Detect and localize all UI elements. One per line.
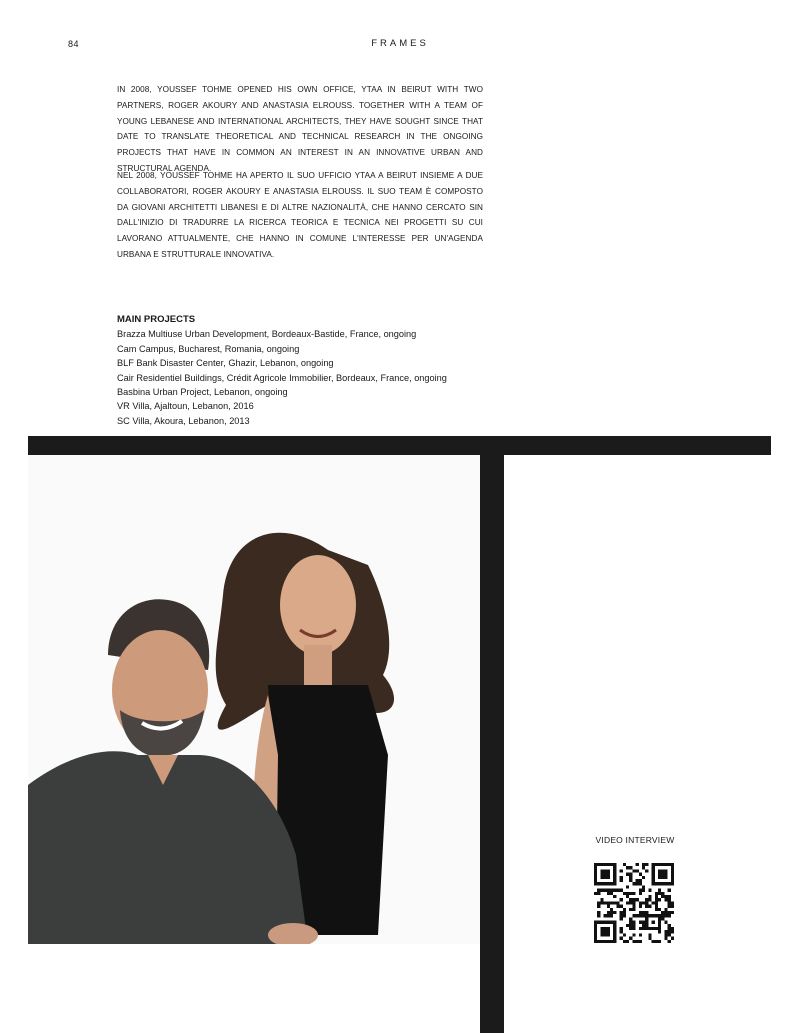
project-item: BLF Bank Disaster Center, Ghazir, Lebanon, ongoing xyxy=(117,358,334,369)
main-projects-title: MAIN PROJECTS xyxy=(117,314,196,325)
page-number: 84 xyxy=(68,39,80,49)
qr-code-icon[interactable] xyxy=(594,863,674,943)
project-item: SC Villa, Akoura, Lebanon, 2013 xyxy=(117,415,250,426)
italian-paragraph: NEL 2008, YOUSSEF TOHME HA APERTO IL SUO UFFICIO YTAA A BEIRUT INSIEME A DUE COLLABORATORI, ROGER AKOURY E ANASTASIA ELROUSS. IL SUO TEAM È COMPOSTO DA GIOVANI ARCHITETTI LIBANESI E DI ALTRE NAZIONALITÀ, CHE HANNO CERCATO SIN DALL'INIZIO DI TRADURRE LA RICERCA TEORICA E TECNICA NEI PROGETTI SU CUI LAVORANO ATTUALMENTE, CHE HANNO IN COMUNE L'INTERESSE PER UN'AGENDA URBANA E STRUTTURALE INNOVATIVA. xyxy=(117,171,483,259)
video-interview-label: VIDEO INTERVIEW xyxy=(595,835,675,845)
vertical-frame-bar xyxy=(480,436,504,1033)
project-item: Basbina Urban Project, Lebanon, ongoing xyxy=(117,387,288,398)
project-item: Brazza Multiuse Urban Development, Bordeaux-Bastide, France, ongoing xyxy=(117,329,417,340)
projects-list xyxy=(117,327,537,428)
main-projects-section xyxy=(117,313,537,428)
project-item: VR Villa, Ajaltoun, Lebanon, 2016 xyxy=(117,401,254,412)
running-title: FRAMES xyxy=(371,38,429,49)
project-item: Cam Campus, Bucharest, Romania, ongoing xyxy=(117,343,300,354)
portrait-photo xyxy=(28,455,480,944)
project-item: Cair Residentiel Buildings, Crédit Agricole Immobilier, Bordeaux, France, ongoing xyxy=(117,372,447,383)
english-paragraph: IN 2008, YOUSSEF TOHME OPENED HIS OWN OFFICE, YTAA IN BEIRUT WITH TWO PARTNERS, ROGER AKOURY AND ANASTASIA ELROUSS. TOGETHER WITH A TEAM OF YOUNG LEBANESE AND INTERNATIONAL ARCHITECTS, THEY HAVE SOUGHT SINCE THAT DATE TO TRANSLATE THEORETICAL AND TECHNICAL RESEARCH IN THE ONGOING PROJECTS THAT HAVE IN COMMON AN INTEREST IN AN INNOVATIVE URBAN AND STRUCTURAL AGENDA. xyxy=(117,85,483,173)
horizontal-frame-bar xyxy=(28,436,771,455)
